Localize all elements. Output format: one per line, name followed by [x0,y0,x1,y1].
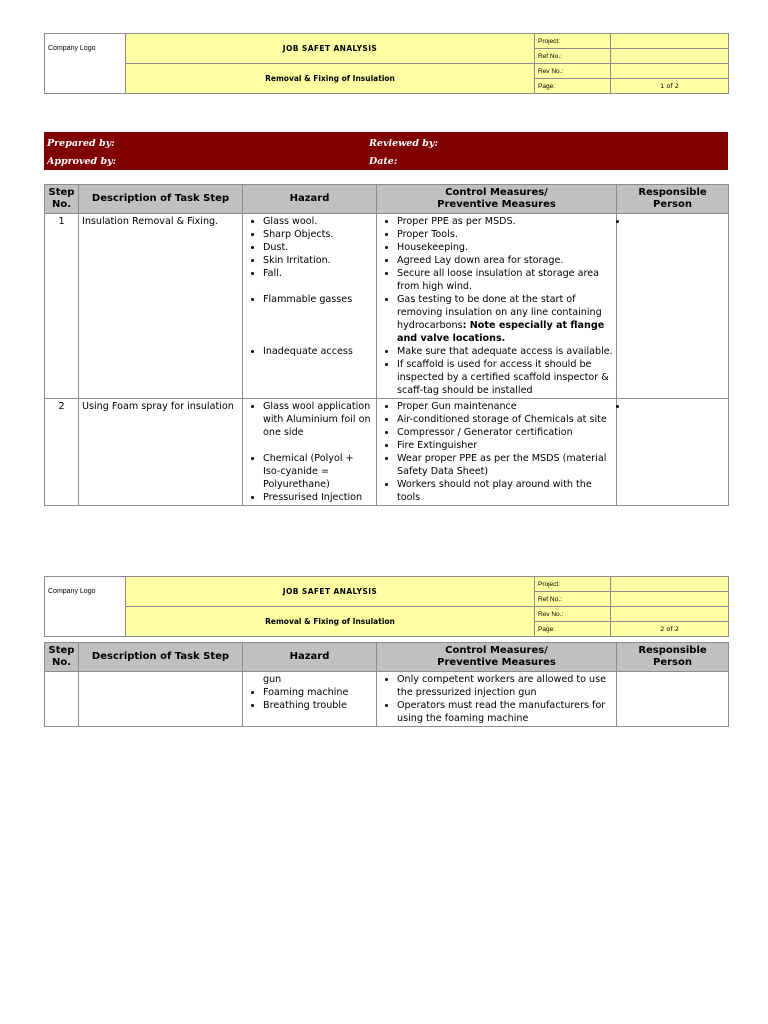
control-item: • Agreed Lay down area for storage. [397,254,613,267]
col-description: Description of Task Step [79,185,243,214]
control-item: • Proper Tools. [397,228,613,241]
reviewed-by-label: Reviewed by: [369,138,438,149]
col-description: Description of Task Step [79,643,243,672]
hazard-item: • Skin Irritation. [263,254,373,267]
col-step: Step No. [45,185,79,214]
rev-label: Rev No.: [535,607,611,622]
control-item: • Housekeeping. [397,241,613,254]
task-description: Using Foam spray for insulation [79,399,243,506]
hazard-item: • Glass wool. [263,215,373,228]
control-item: • Operators must read the manufacturers for using the foaming machine [397,699,613,725]
page-number: 1 of 2 [611,79,729,94]
table-row [45,399,729,506]
control-list [377,672,617,727]
control-item: • Make sure that adequate access is available. [397,345,613,358]
control-item: • Only competent workers are allowed to use the pressurized injection gun [397,673,613,699]
control-item: • Proper PPE as per MSDS. [397,215,613,228]
approved-by-label: Approved by: [47,156,117,167]
hazard-item: • Glass wool application with Aluminium foil on one side [263,400,373,439]
hazard-item: • Fall. [263,267,373,280]
responsible-person [617,214,729,399]
ref-value [611,592,729,607]
control-item: • Proper Gun maintenance [397,400,613,413]
table-row [45,672,729,727]
hazard-item: • Foaming machine [263,686,373,699]
rev-value [611,64,729,79]
company-logo: Company Logo [45,34,126,94]
col-step: Step No. [45,643,79,672]
page-number: 2 of 2 [611,622,729,637]
hazard-continuation: gun [263,674,282,685]
document-title: JOB SAFET ANALYSIS [126,34,535,64]
hazard-item: • Chemical (Polyol + Iso-cyanide = Polyurethane) [263,452,373,491]
responsible-bullet [628,215,725,228]
prepared-by-label: Prepared by: [47,138,115,149]
control-item: • Gas testing to be done at the start of removing insulation on any line containing hydrocarbons: Note especially at flange and valve locations. [397,293,613,345]
rev-value [611,607,729,622]
task-description: Insulation Removal & Fixing. [79,214,243,399]
responsible-bullet [628,400,725,413]
approval-band [44,132,728,170]
hazard-item: • Pressurised Injection [263,491,373,504]
control-item: • If scaffold is used for access it should be inspected by a certified scaffold inspector & scaff-tag should be installed [397,358,613,397]
project-label: Project: [535,34,611,49]
document-subtitle: Removal & Fixing of Insulation [126,64,535,94]
table-header-row [45,643,729,672]
date-label: Date: [369,156,398,167]
col-responsible: Responsible Person [617,185,729,214]
jsa-table [44,642,729,727]
page-2 [44,576,728,727]
table-row [45,214,729,399]
col-control-measures: Control Measures/ Preventive Measures [377,643,617,672]
company-logo: Company Logo [45,577,126,637]
jsa-table [44,184,729,506]
control-item: • Air-conditioned storage of Chemicals at site [397,413,613,426]
step-number: 2 [45,399,79,506]
step-number: 1 [45,214,79,399]
document-title: JOB SAFET ANALYSIS [126,577,535,607]
ref-label: Ref No.: [535,49,611,64]
control-item: • Wear proper PPE as per the MSDS (material Safety Data Sheet) [397,452,613,478]
page-label: Page: [535,79,611,94]
hazard-list [243,399,377,506]
table-header-row [45,185,729,214]
hazard-item: • Inadequate access [263,345,373,358]
rev-label: Rev No.: [535,64,611,79]
control-item: • Fire Extinguisher [397,439,613,452]
step-number [45,672,79,727]
col-control-measures: Control Measures/ Preventive Measures [377,185,617,214]
hazard-item: • Sharp Objects. [263,228,373,241]
page-1 [44,33,728,506]
document-header [44,576,729,637]
task-description [79,672,243,727]
control-list [377,214,617,399]
control-item: • Compressor / Generator certification [397,426,613,439]
document-subtitle: Removal & Fixing of Insulation [126,607,535,637]
project-value [611,34,729,49]
control-list [377,399,617,506]
document-header [44,33,729,94]
col-hazard: Hazard [243,643,377,672]
ref-value [611,49,729,64]
hazard-item: • Dust. [263,241,373,254]
responsible-person [617,672,729,727]
control-item: • Workers should not play around with the tools [397,478,613,504]
col-responsible: Responsible Person [617,643,729,672]
responsible-person [617,399,729,506]
hazard-list [243,214,377,399]
hazard-list [243,672,377,727]
hazard-item: • Flammable gasses [263,293,373,306]
project-label: Project: [535,577,611,592]
col-hazard: Hazard [243,185,377,214]
hazard-item: • Breathing trouble [263,699,373,712]
project-value [611,577,729,592]
ref-label: Ref No.: [535,592,611,607]
page-label: Page: [535,622,611,637]
control-item: • Secure all loose insulation at storage area from high wind. [397,267,613,293]
